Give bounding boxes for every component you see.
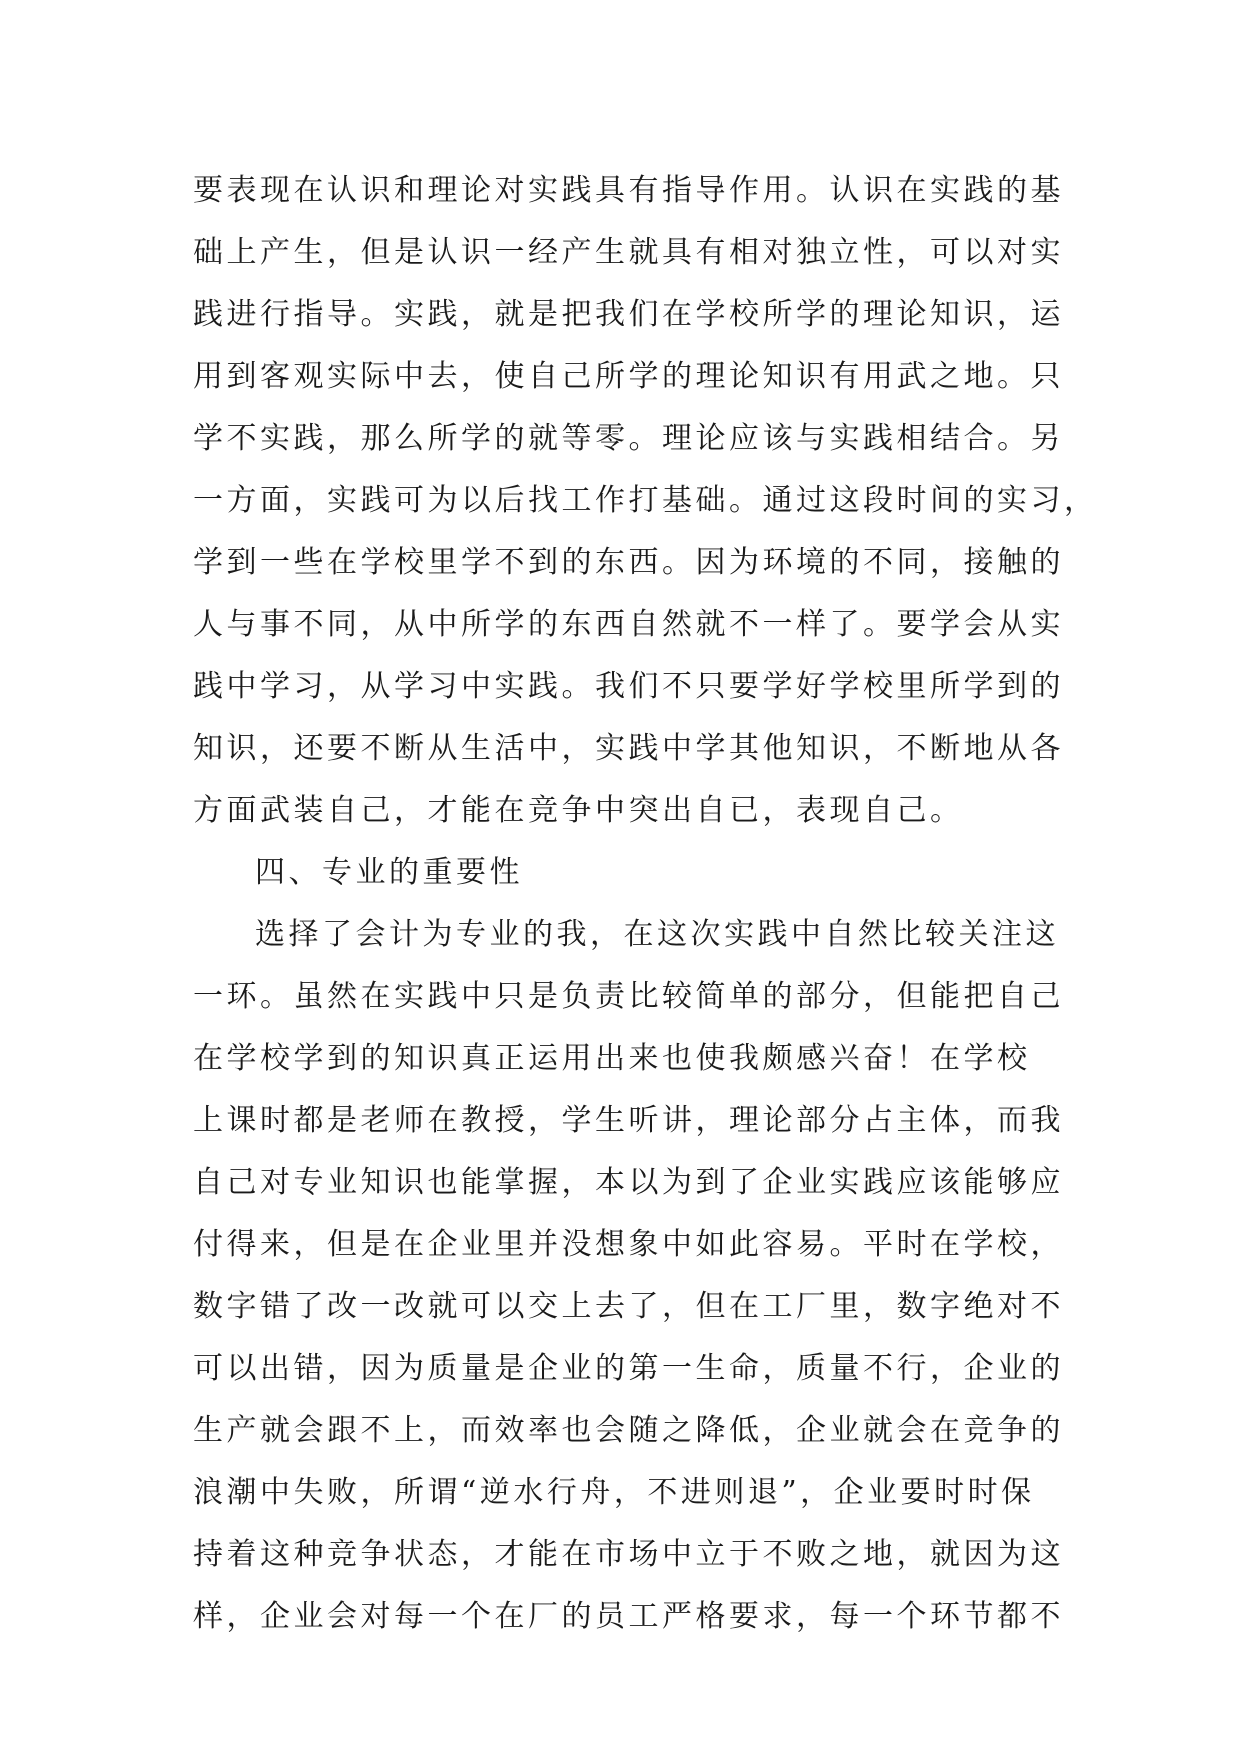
text-line: 浪潮中失败，所谓“逆水行舟，不进则退”，企业要时时保	[193, 1475, 1035, 1510]
text-line: 持着这种竞争状态，才能在市场中立于不败之地，就因为这	[193, 1537, 1064, 1572]
text-line: 学不实践，那么所学的就等零。理论应该与实践相结合。另	[193, 421, 1064, 456]
text-line: 践进行指导。实践，就是把我们在学校所学的理论知识，运	[193, 297, 1064, 332]
text-line: 践中学习，从学习中实践。我们不只要学好学校里所学到的	[193, 669, 1064, 704]
text-line: 方面武装自己，才能在竞争中突出自已，表现自己。	[193, 793, 964, 828]
text-line: 可以出错，因为质量是企业的第一生命，质量不行，企业的	[193, 1351, 1064, 1386]
text-line: 付得来，但是在企业里并没想象中如此容易。平时在学校，	[193, 1227, 1064, 1262]
text-line: 上课时都是老师在教授，学生听讲，理论部分占主体，而我	[193, 1103, 1064, 1138]
text-line: 生产就会跟不上，而效率也会随之降低，企业就会在竞争的	[193, 1413, 1064, 1448]
text-line: 样，企业会对每一个在厂的员工严格要求，每一个环节都不	[193, 1599, 1064, 1634]
text-line: 一环。虽然在实践中只是负责比较简单的部分，但能把自己	[193, 979, 1064, 1014]
text-line: 一方面，实践可为以后找工作打基础。通过这段时间的实习，	[193, 483, 1098, 518]
text-line: 学到一些在学校里学不到的东西。因为环境的不同，接触的	[193, 545, 1064, 580]
text-line: 在学校学到的知识真正运用出来也使我颇感兴奋！在学校	[193, 1041, 1031, 1076]
text-line: 要表现在认识和理论对实践具有指导作用。认识在实践的基	[193, 173, 1064, 208]
section-heading: 四、专业的重要性	[255, 855, 523, 890]
text-line: 数字错了改一改就可以交上去了，但在工厂里，数字绝对不	[193, 1289, 1064, 1324]
text-line: 自己对专业知识也能掌握，本以为到了企业实践应该能够应	[193, 1165, 1064, 1200]
paragraph-first-line: 选择了会计为专业的我，在这次实践中自然比较关注这	[255, 917, 1059, 952]
text-line: 用到客观实际中去，使自己所学的理论知识有用武之地。只	[193, 359, 1064, 394]
text-line: 础上产生，但是认识一经产生就具有相对独立性，可以对实	[193, 235, 1064, 270]
body-text	[193, 160, 1098, 1648]
text-line: 知识，还要不断从生活中，实践中学其他知识，不断地从各	[193, 731, 1064, 766]
text-line: 人与事不同，从中所学的东西自然就不一样了。要学会从实	[193, 607, 1064, 642]
